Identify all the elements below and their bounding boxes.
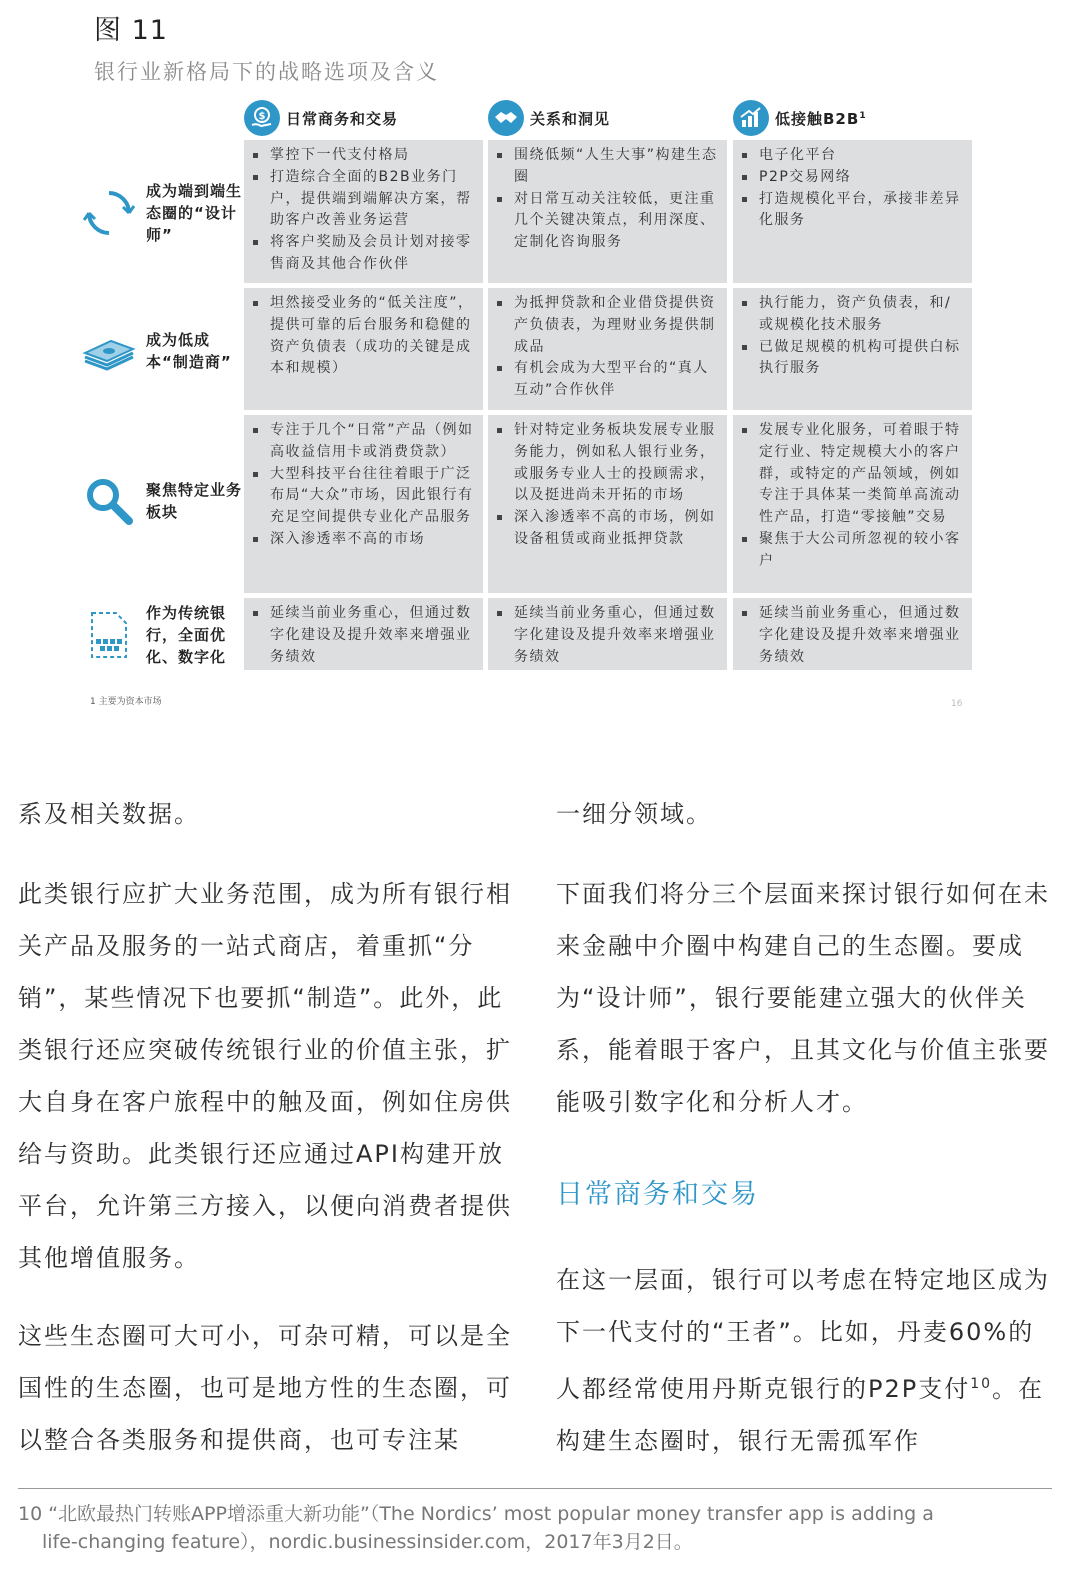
- row-label-traditional-bank: [80, 602, 242, 668]
- bullet-item: 深入渗透率不高的市场，例如设备租赁或商业抵押贷款: [494, 507, 721, 551]
- bullet-item: 针对特定业务板块发展专业服务能力，例如私人银行业务，或服务专业人士的投顾需求，以及挺进尚未开拓的市场: [494, 420, 721, 507]
- right-column-text: [556, 1254, 1056, 1467]
- bullet-item: 掌控下一代支付格局: [250, 145, 477, 167]
- bullet-item: 对日常互动关注较低，更注重几个关键决策点，利用深度、定制化咨询服务: [494, 189, 721, 254]
- svg-text:$: $: [258, 111, 266, 122]
- left-column-text: [18, 788, 518, 840]
- paragraph: 这些生态圈可大可小，可杂可精，可以是全国性的生态圈，也可是地方性的生态圈，可以整合各类服务和提供商，也可专注某: [18, 1322, 512, 1454]
- bullet-item: 延续当前业务重心，但通过数字化建设及提升效率来增强业务绩效: [739, 603, 966, 668]
- paragraph: 在这一层面，银行可以考虑在特定地区成为下一代支付的“王者”。比如，丹麦60%的人都经常使用丹斯克银行的P2P支付$^{10}$。在构建生态圈时，银行无需孤军作: [556, 1266, 1050, 1455]
- chart-growth-icon: [733, 100, 769, 136]
- matrix-cell-r3-c1: [244, 415, 483, 593]
- bullet-item: 围绕低频“人生大事”构建生态圈: [494, 145, 721, 189]
- bullet-item: 大型科技平台往往着眼于广泛布局“大众”市场，因此银行有充足空间提供专业化产品服务: [250, 464, 477, 529]
- bullet-item: 专注于几个“日常”产品（例如高收益信用卡或消费贷款）: [250, 420, 477, 464]
- matrix-cell-r2-c2: [488, 288, 727, 410]
- bullet-item: 聚焦于大公司所忽视的较小客户: [739, 529, 966, 573]
- magnifier-icon: [80, 472, 138, 530]
- matrix-cell-r2-c1: [244, 288, 483, 410]
- right-column-text: [556, 868, 1056, 1128]
- paragraph: 下面我们将分三个层面来探讨银行如何在未来金融中介圈中构建自己的生态圈。要成为“设计师”，银行要能建立强大的伙伴关系，能着眼于客户，且其文化与价值主张要能吸引数字化和分析人才。: [556, 880, 1050, 1116]
- matrix-cell-r4-c2: [488, 598, 727, 670]
- matrix-cell-r2-c3: [733, 288, 972, 410]
- footnote-line: life-changing feature），nordic.businessinsider.com，2017年3月2日。: [42, 1531, 693, 1553]
- row-label-text: 成为低成本“制造商”: [146, 331, 232, 371]
- matrix-cell-r4-c1: [244, 598, 483, 670]
- paragraph: 系及相关数据。: [18, 800, 200, 828]
- bullet-item: 电子化平台: [739, 145, 966, 167]
- bullet-item: 执行能力，资产负债表，和/或规模化技术服务: [739, 293, 966, 337]
- dollar-hand-icon: [244, 100, 280, 136]
- row-label-focus-segment: [80, 472, 242, 530]
- matrix-cell-r3-c3: [733, 415, 972, 593]
- row-label-text: 聚焦特定业务板块: [146, 481, 243, 521]
- bullet-item: P2P交易网络: [739, 167, 966, 189]
- column-header-low-touch-b2b: [733, 99, 867, 137]
- cycle-arrows-icon: [80, 184, 138, 242]
- right-column-text: [556, 788, 1056, 840]
- bullet-item: 为抵押贷款和企业借贷提供资产负债表，为理财业务提供制成品: [494, 293, 721, 358]
- bullet-item: 延续当前业务重心，但通过数字化建设及提升效率来增强业务绩效: [250, 603, 477, 668]
- left-column-text: [18, 868, 518, 1284]
- figure-number: 图 11: [94, 15, 168, 46]
- matrix-cell-r3-c2: [488, 415, 727, 593]
- row-label-manufacturer: [80, 322, 242, 380]
- matrix-cell-r4-c3: [733, 598, 972, 670]
- bullet-item: 坦然接受业务的“低关注度”，提供可靠的后台服务和稳健的资产负债表（成功的关键是成本和规模）: [250, 293, 477, 380]
- column-header-label: 日常商务和交易: [286, 109, 399, 128]
- footer-divider: [18, 1488, 1052, 1489]
- matrix-cell-r1-c2: [488, 140, 727, 283]
- page-footnote: [18, 1500, 1058, 1556]
- row-label-designer: [80, 180, 242, 246]
- bullet-item: 打造规模化平台，承接非差异化服务: [739, 189, 966, 233]
- footnote-line: 10 “北欧最热门转账APP增添重大新功能”（The Nordics’ most popular money transfer app is adding a: [18, 1503, 934, 1525]
- left-column-text: [18, 1310, 518, 1466]
- paragraph: 一细分领域。: [556, 800, 712, 828]
- bullet-item: 打造综合全面的B2B业务门户，提供端到端解决方案，帮助客户改善业务运营: [250, 167, 477, 232]
- matrix-cell-r1-c1: [244, 140, 483, 283]
- matrix-cell-r1-c3: [733, 140, 972, 283]
- cash-stack-icon: [80, 322, 138, 380]
- column-header-relationships: [488, 99, 610, 137]
- paragraph: 此类银行应扩大业务范围，成为所有银行相关产品及服务的一站式商店，着重抓“分销”，某些情况下也要抓“制造”。此外，此类银行还应突破传统银行业的价值主张，扩大自身在客户旅程中的触及面，例如住房供给与资助。此类银行还应通过API构建开放平台，允许第三方接入，以便向消费者提供其他增值服务。: [18, 880, 512, 1272]
- column-header-label: 关系和洞见: [530, 109, 611, 128]
- bullet-item: 将客户奖励及会员计划对接零售商及其他合作伙伴: [250, 232, 477, 276]
- column-header-label: 低接触$B2B^1$: [775, 109, 867, 128]
- row-label-text: 作为传统银行，全面优化、数字化: [146, 604, 227, 666]
- bullet-item: 延续当前业务重心，但通过数字化建设及提升效率来增强业务绩效: [494, 603, 721, 668]
- section-heading: 日常商务和交易: [556, 1179, 759, 1210]
- figure-footnote: 1 主要为资本市场: [90, 697, 162, 707]
- row-label-text: 成为端到端生态圈的“设计师”: [146, 182, 243, 244]
- bullet-item: 发展专业化服务，可着眼于特定行业、特定规模大小的客户群，或特定的产品领域，例如专注于具体某一类简单高流动性产品，打造“零接触”交易: [739, 420, 966, 529]
- bullet-item: 深入渗透率不高的市场: [250, 529, 477, 551]
- bullet-item: 有机会成为大型平台的“真人互动”合作伙伴: [494, 358, 721, 402]
- column-header-daily-commerce: [244, 99, 398, 137]
- bullet-item: 已做足规模的机构可提供白标执行服务: [739, 337, 966, 381]
- handshake-icon: [488, 100, 524, 136]
- figure-subtitle: 银行业新格局下的战略选项及含义: [94, 60, 439, 84]
- figure-page-number: 16: [951, 699, 963, 709]
- digital-document-icon: [80, 606, 138, 664]
